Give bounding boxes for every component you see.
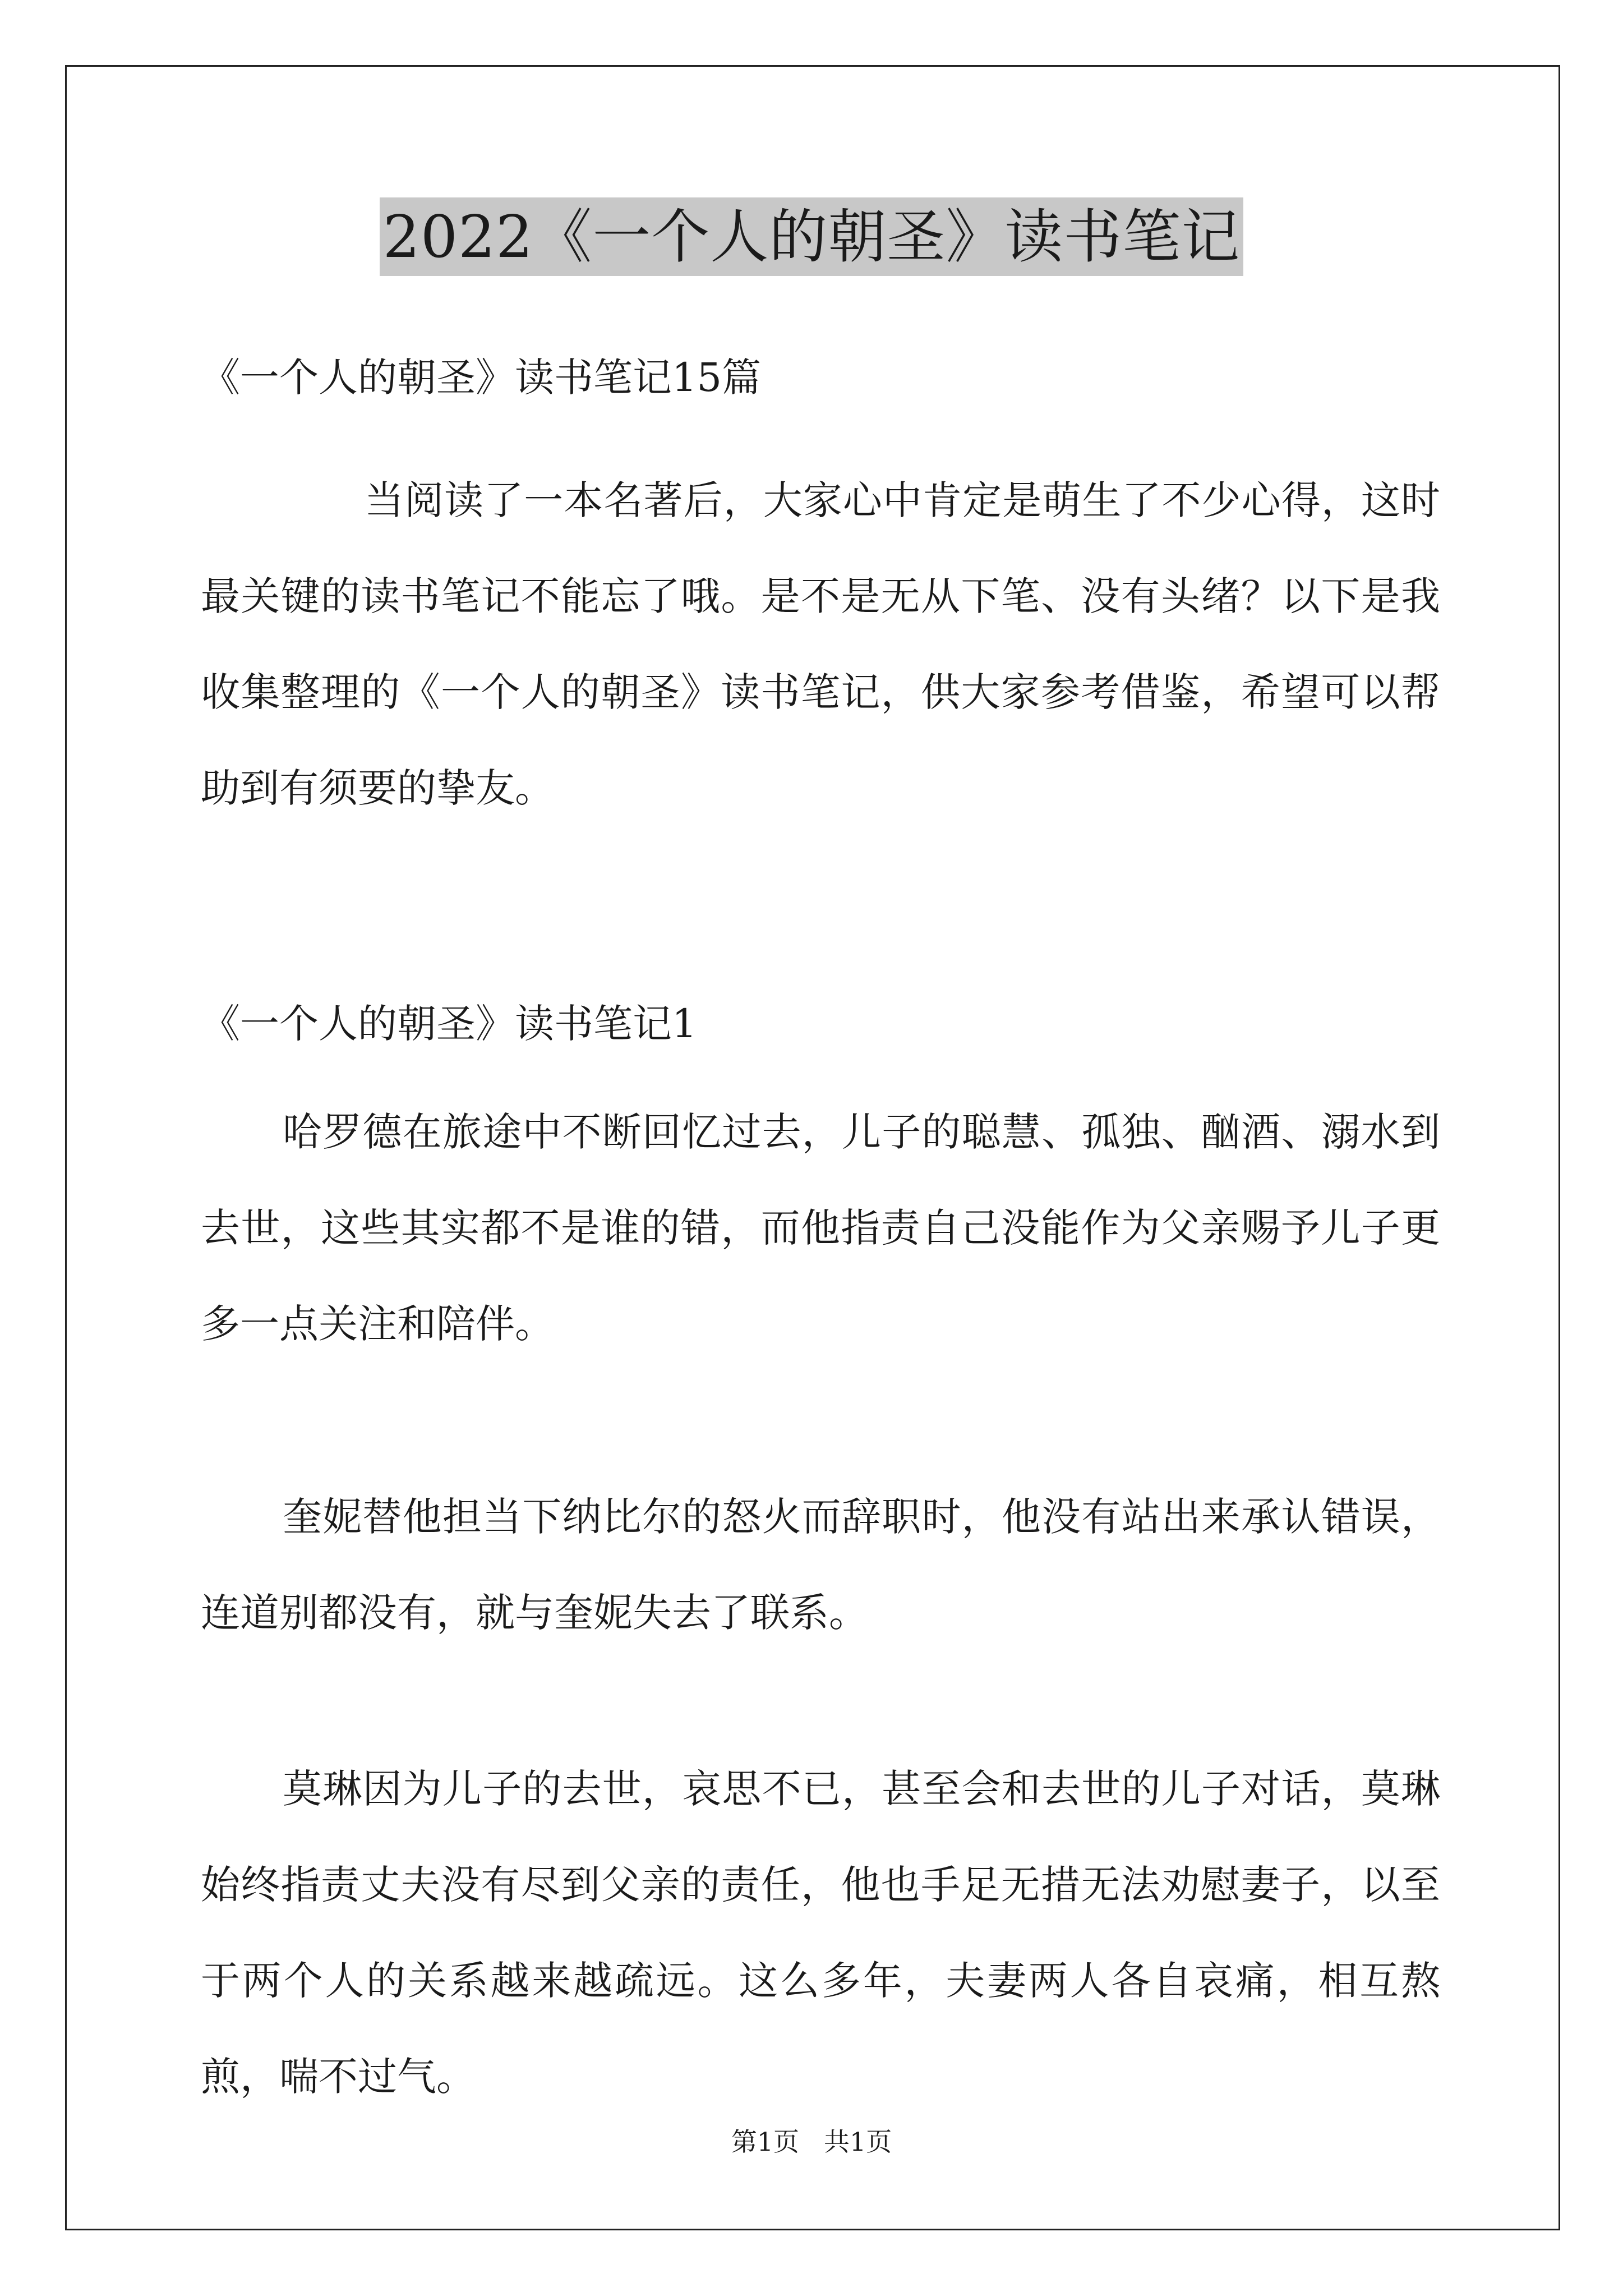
section-heading: 《一个人的朝圣》读书笔记1: [201, 1001, 697, 1047]
body-paragraph-3: 莫琳因为儿子的去世，哀思不已，甚至会和去世的儿子对话，莫琳始终指责丈夫没有尽到父亲的责任，他也手足无措无法劝慰妻子，以至于两个人的关系越来越疏远。这么多年，夫妻两人各自哀痛，相互熬煎，喘不过气。: [201, 1766, 1440, 2100]
body-paragraph-2: 奎妮替他担当下纳比尔的怒火而辞职时，他没有站出来承认错误，连道别都没有，就与奎妮失去了联系。: [201, 1494, 1440, 1636]
document-title: 2022《一个人的朝圣》读书笔记: [380, 197, 1244, 276]
page-footer: [0, 2125, 1623, 2159]
intro-paragraph: 当阅读了一本名著后，大家心中肯定是萌生了不少心得，这时最关键的读书笔记不能忘了哦。是不是无从下笔、没有头绪？以下是我收集整理的《一个人的朝圣》读书笔记，供大家参考借鉴，希望可以帮助到有须要的挚友。: [201, 477, 1440, 811]
body-paragraph-1: 哈罗德在旅途中不断回忆过去，儿子的聪慧、孤独、酗酒、溺水到去世，这些其实都不是谁的错，而他指责自己没能作为父亲赐予儿子更多一点关注和陪伴。: [201, 1109, 1440, 1347]
title-wrap: [0, 197, 1623, 276]
page-total: 共1页: [824, 2127, 892, 2157]
page-number: 第1页: [731, 2127, 799, 2157]
collection-heading: 《一个人的朝圣》读书笔记15篇: [201, 355, 762, 401]
